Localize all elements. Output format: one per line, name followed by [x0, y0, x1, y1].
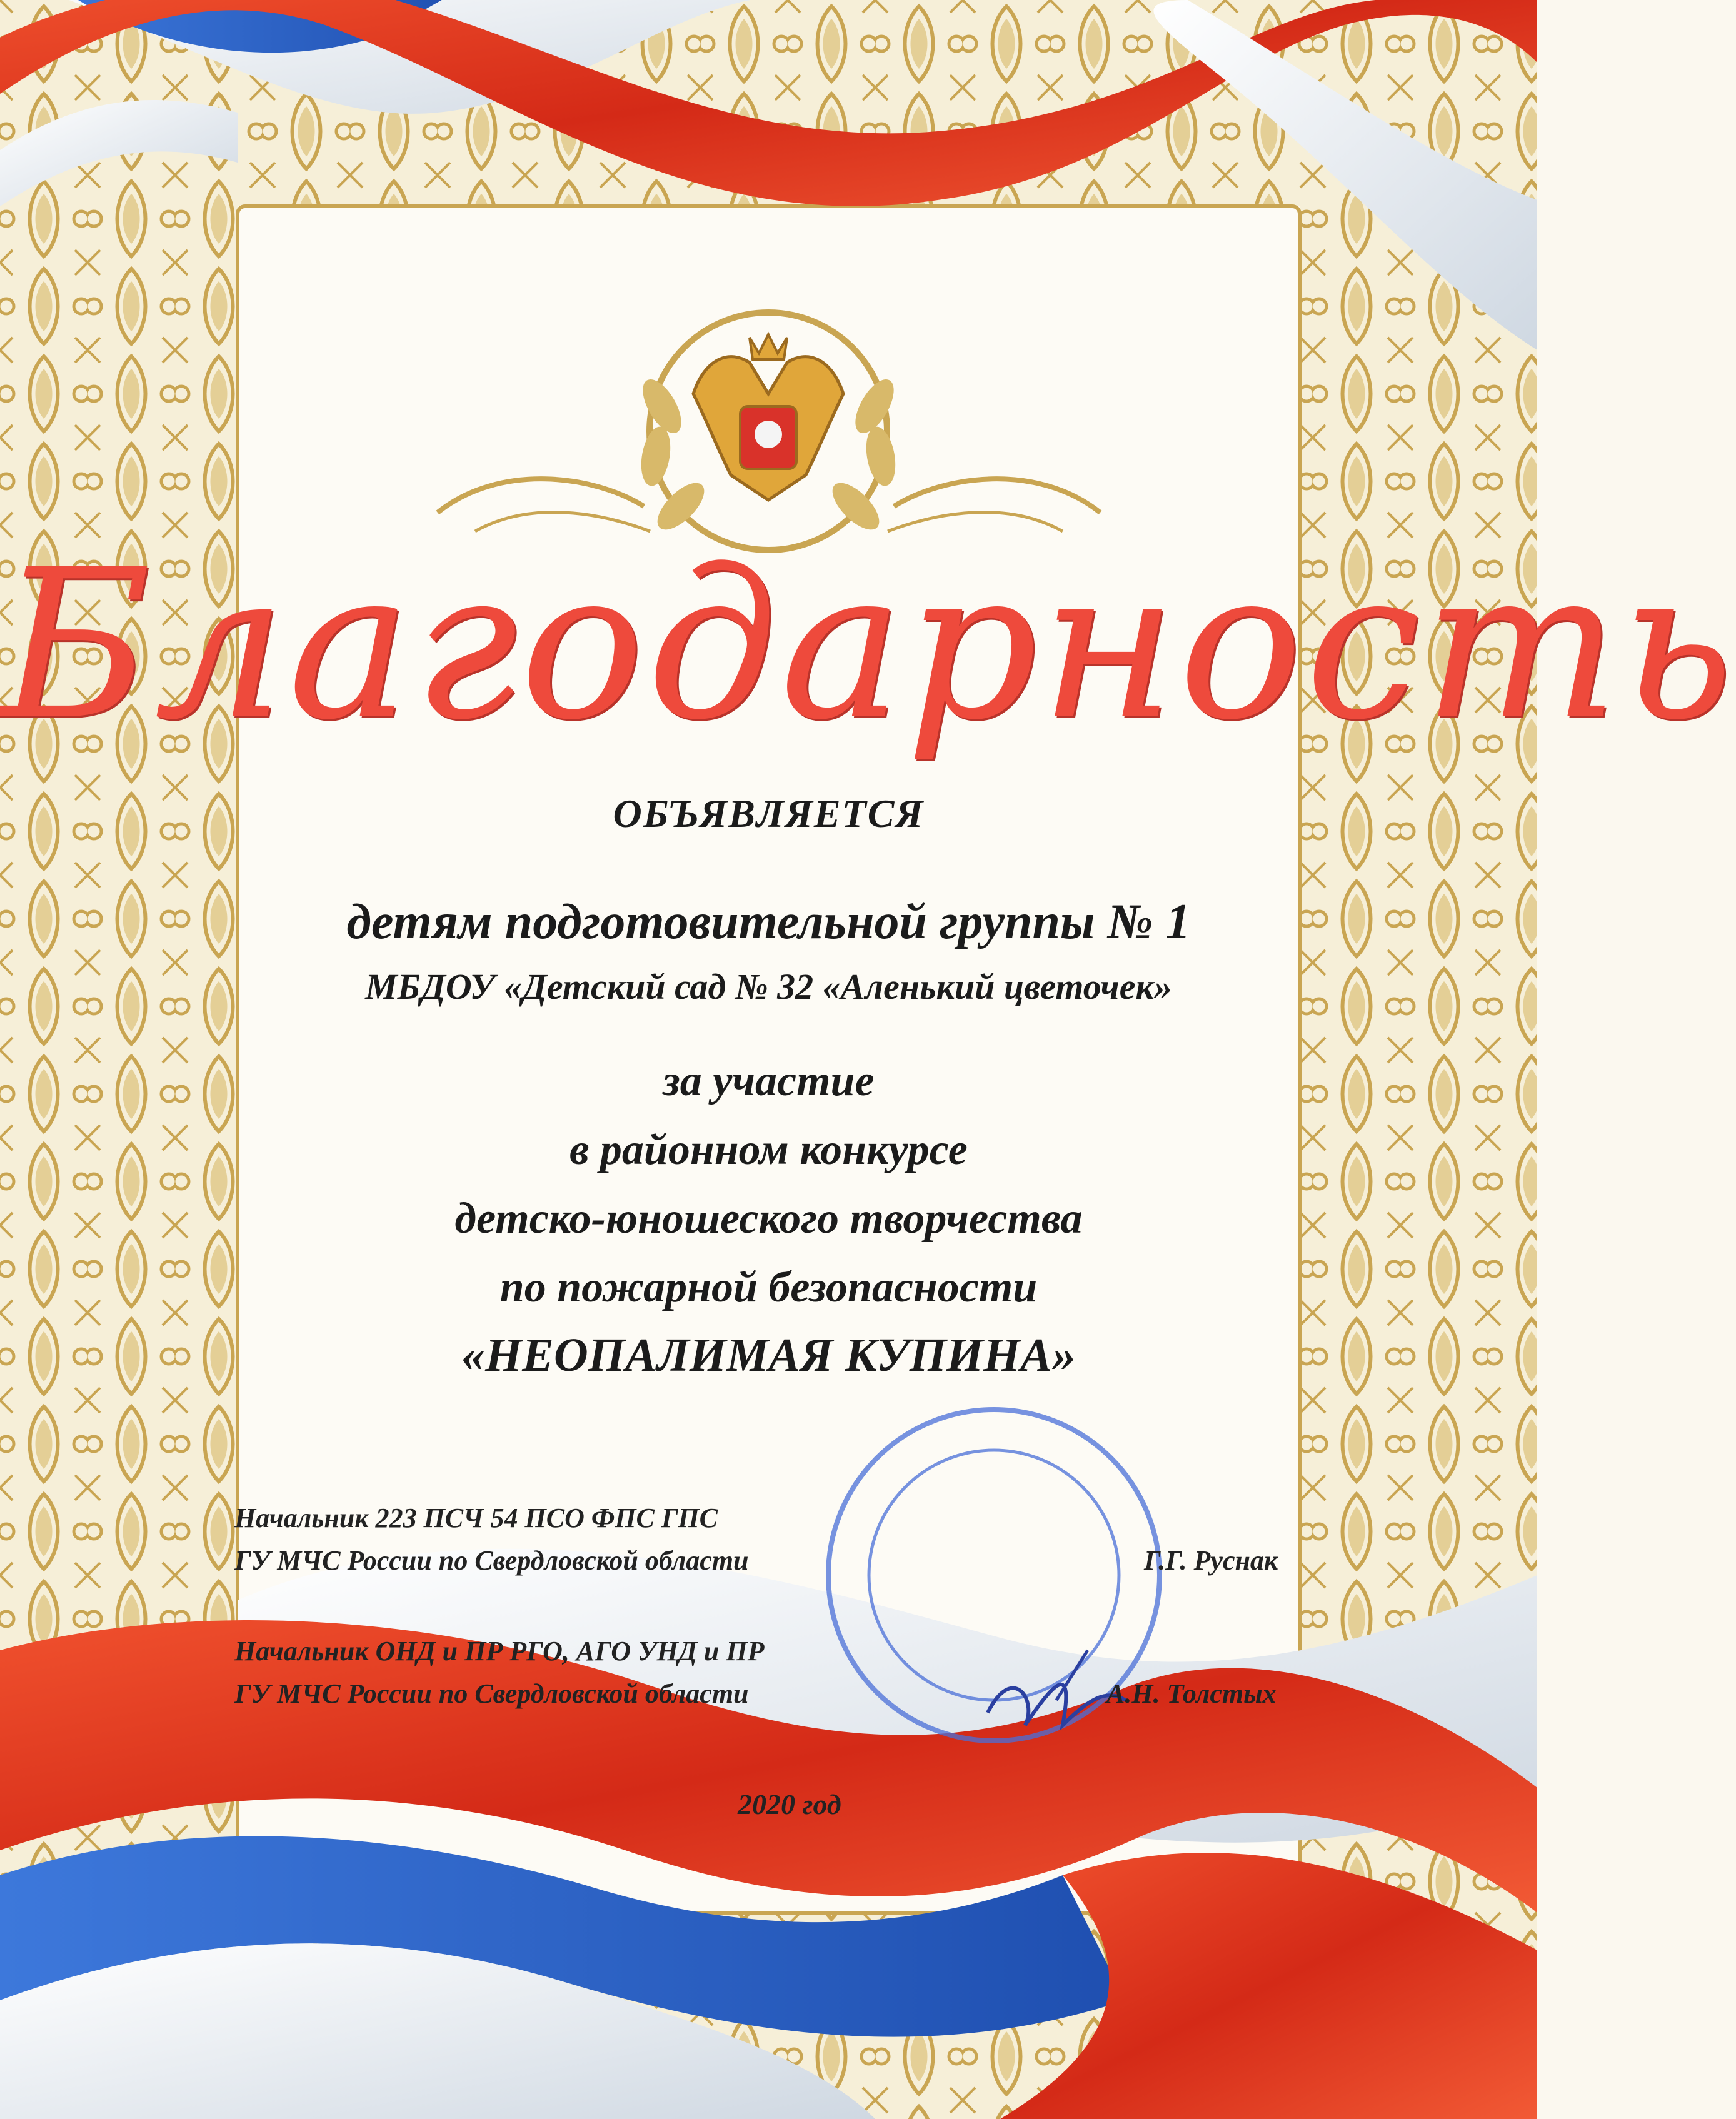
signatory-2-position: [234, 1630, 765, 1715]
announced-label: ОБЪЯВЛЯЕТСЯ: [613, 791, 925, 836]
signatory-2-position-line-1: Начальник ОНД и ПР РГО, АГО УНД и ПР: [234, 1636, 765, 1666]
reason-line-5: «НЕОПАЛИМАЯ КУПИНА»: [461, 1329, 1076, 1381]
signatory-2-position-line-2: ГУ МЧС России по Свердловской области: [234, 1678, 749, 1709]
recipient-line-1: детям подготовительной группы № 1: [346, 894, 1191, 949]
signatory-1-position-line-1: Начальник 223 ПСЧ 54 ПСО ФПС ГПС: [234, 1503, 718, 1533]
certificate-title: Благодарность: [0, 525, 1736, 765]
reason-line-1: за участие: [663, 1057, 875, 1105]
recipient-line-2: МБДОУ «Детский сад № 32 «Аленький цветочек»: [365, 966, 1172, 1007]
signatory-1-name: Г.Г. Руснак: [1144, 1545, 1278, 1576]
year-label: 2020 год: [738, 1788, 841, 1820]
reason-line-2: в районном конкурсе: [569, 1126, 968, 1174]
reason-line-3: детско-юношеского творчества: [454, 1195, 1083, 1243]
signatory-2-name: А.Н. Толстых: [1106, 1678, 1277, 1709]
signatory-1-position-line-2: ГУ МЧС России по Свердловской области: [234, 1545, 749, 1576]
reason-line-4: по пожарной безопасности: [499, 1263, 1038, 1311]
signatory-1-position: [234, 1497, 749, 1582]
